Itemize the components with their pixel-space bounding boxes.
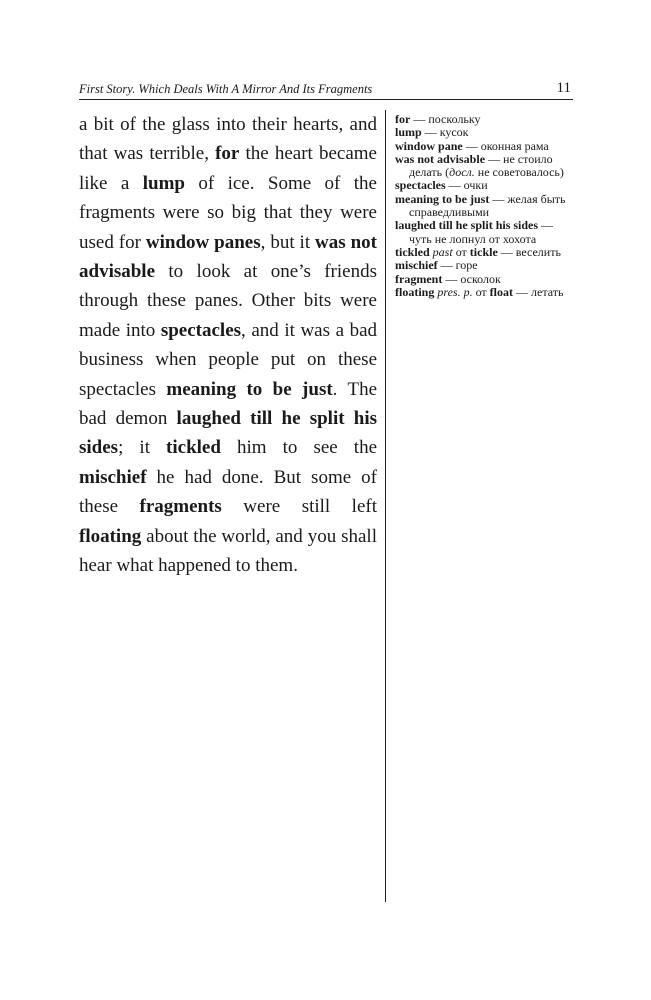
running-header [79, 80, 573, 100]
text-run: . The bad demon [79, 378, 377, 430]
glossary-entry [395, 259, 575, 272]
glossary-entry [395, 113, 575, 126]
text-run: — поскольку [410, 112, 481, 126]
bold-term: mischief [79, 466, 147, 488]
text-run: — очки [445, 178, 488, 193]
bold-term: spectacles [160, 319, 242, 341]
text-run: — веселить [497, 244, 561, 259]
text-run: were still left [221, 496, 377, 518]
glossary-entry [395, 193, 575, 220]
bold-term: laughed till he split his sides [79, 408, 377, 459]
bold-term: meaning to be just [395, 191, 490, 206]
glossary-entry [395, 153, 575, 180]
column-divider [385, 110, 386, 902]
text-run: не советовалось) [474, 165, 564, 180]
text-run: a bit of the glass into their hearts, and that was terrible, [79, 114, 377, 165]
italic-note: past [432, 244, 453, 259]
bold-term: floating [395, 284, 435, 299]
bold-term: fragment [395, 271, 443, 286]
bold-term: floating [79, 525, 142, 547]
header-rule [79, 99, 573, 100]
italic-note: досл. [449, 165, 475, 180]
bold-term: fragments [139, 496, 222, 518]
text-run: — не стоило делать ( [409, 151, 553, 180]
glossary-entry [395, 246, 575, 259]
glossary-entry [395, 126, 575, 139]
bold-term: laughed till he split his sides [395, 218, 539, 233]
glossary-entry [395, 286, 575, 299]
text-run: — чуть не лопнул от хохота [409, 218, 554, 246]
glossary-entry [395, 179, 575, 192]
running-title: First Story. Which Deals With A Mirror And Its Fragments [79, 82, 373, 96]
bold-term: for [395, 112, 411, 126]
bold-term: window panes [145, 231, 261, 253]
bold-term: tickle [469, 244, 498, 259]
bold-term: for [215, 143, 240, 165]
italic-note: pres. p. [437, 284, 473, 299]
glossary-entry [395, 219, 575, 246]
bold-term: meaning to be just [166, 378, 333, 400]
bold-term: lump [395, 125, 422, 140]
text-run: ; it [118, 437, 167, 459]
glossary-column [395, 113, 575, 299]
text-run: от [452, 244, 470, 259]
text-run: him to see the [220, 437, 377, 459]
text-run: to look at one’s friends through these panes. Other bits were made into [79, 261, 377, 341]
text-run: of ice. Some of the fragments were so big that they were used for [79, 172, 377, 253]
page-number: 11 [556, 80, 571, 96]
bold-term: was not advisable [79, 231, 377, 283]
text-run: — осколок [442, 271, 501, 286]
text-run: от [472, 284, 490, 299]
text-run: — кусок [421, 125, 469, 140]
text-run: — желая быть справедливыми [409, 191, 566, 220]
bold-term: float [489, 284, 513, 299]
text-run: about the world, and you shall hear what happened to them. [79, 525, 377, 577]
text-run: , and it was a bad business when people put on these spectacles [79, 319, 377, 400]
text-run: — горе [437, 258, 478, 273]
glossary-entry [395, 140, 575, 153]
bold-term: tickled [166, 437, 221, 459]
bold-term: was not advisable [395, 151, 486, 166]
text-run: — летать [513, 284, 564, 299]
bold-term: mischief [395, 258, 438, 273]
text-run: — оконная рама [462, 138, 549, 153]
bold-term: lump [142, 172, 185, 194]
text-run: the heart became like a [79, 143, 377, 194]
main-paragraph [79, 110, 377, 581]
bold-term: tickled [395, 244, 430, 259]
text-run: , but it [260, 231, 316, 253]
bold-term: window pane [395, 138, 463, 153]
glossary-entry [395, 273, 575, 286]
bold-term: spectacles [395, 178, 446, 193]
text-run: he had done. But some of these [79, 466, 377, 518]
